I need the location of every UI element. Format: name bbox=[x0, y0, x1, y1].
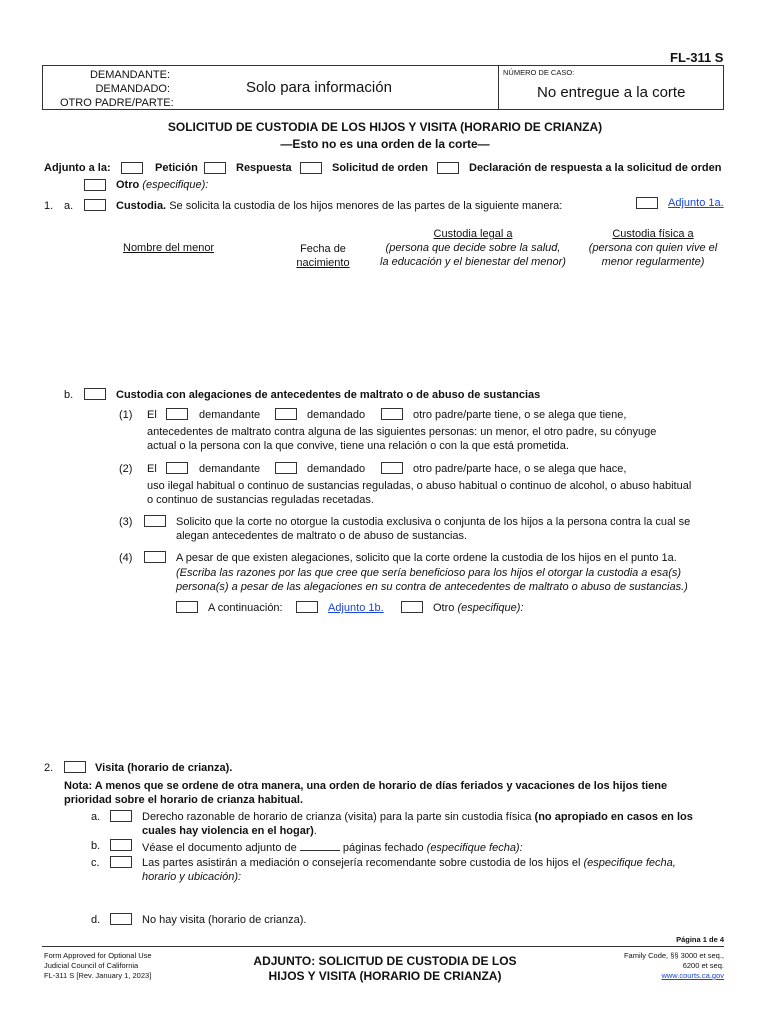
defendant-label: DEMANDADO: bbox=[95, 83, 170, 95]
party-labels bbox=[60, 68, 174, 110]
item-1b3-line1: Solicito que la corte no otorgue la custodia exclusiva o conjunta de los hijos a la persona contra la cual se bbox=[176, 516, 691, 528]
item-2b-letter: b. bbox=[91, 840, 101, 852]
checkbox-1b4-other[interactable] bbox=[401, 601, 423, 613]
footer-title-1: ADJUNTO: SOLICITUD DE CUSTODIA DE LOS bbox=[253, 954, 517, 968]
item-1b-letter: b. bbox=[64, 389, 74, 401]
checkbox-1b1-otro[interactable] bbox=[381, 408, 403, 420]
legal-custody-title: Custodia legal a bbox=[433, 228, 513, 240]
item-2c-line1 bbox=[142, 857, 676, 869]
checkbox-1b1-demandante[interactable] bbox=[166, 408, 188, 420]
page-number: Página 1 de 4 bbox=[676, 935, 724, 944]
item-1b2-demandante: demandante bbox=[199, 463, 261, 475]
form-subtitle: —Esto no es una orden de la corte— bbox=[280, 137, 490, 151]
checkbox-2c[interactable] bbox=[110, 856, 132, 868]
item-2a-bold1: (no apropiado en casos en los bbox=[534, 811, 693, 823]
item-2c-text: Las partes asistirán a mediación o consejería recomendante sobre custodia de los hijos el bbox=[142, 857, 581, 869]
item-1-number: 1. bbox=[44, 200, 54, 212]
checkbox-custodia[interactable] bbox=[84, 199, 106, 211]
item-1b1-number: (1) bbox=[119, 409, 133, 421]
note-line2: prioridad sobre el horario de crianza habitual. bbox=[64, 794, 303, 806]
item-1b-title: Custodia con alegaciones de antecedentes de maltrato o de abuso de sustancias bbox=[116, 389, 541, 401]
item-1b2-number: (2) bbox=[119, 463, 133, 475]
option-solicitud: Solicitud de orden bbox=[332, 162, 428, 174]
info-only-text: Solo para información bbox=[246, 79, 392, 96]
option-respuesta: Respuesta bbox=[236, 162, 292, 174]
checkbox-2a[interactable] bbox=[110, 810, 132, 822]
footer-title-2: HIJOS Y VISITA (HORARIO DE CRIANZA) bbox=[268, 969, 502, 983]
item-2c-line2: horario y ubicación): bbox=[142, 871, 242, 883]
item-1b1-line2: antecedentes de maltrato contra alguna de las siguientes personas: un menor, el otro padre, su cónyuge bbox=[147, 426, 657, 438]
item-2-number: 2. bbox=[44, 762, 54, 774]
option-peticion: Petición bbox=[155, 162, 198, 174]
item-2b-part1: Véase el documento adjunto de bbox=[142, 842, 297, 854]
item-2d-text: No hay visita (horario de crianza). bbox=[142, 914, 307, 926]
item-2d-letter: d. bbox=[91, 914, 101, 926]
checkbox-1b4[interactable] bbox=[144, 551, 166, 563]
case-number-label: NÚMERO DE CASO: bbox=[503, 68, 575, 77]
footer-divider bbox=[42, 946, 724, 947]
courts-link[interactable]: www.courts.ca.gov bbox=[661, 971, 724, 980]
legal-custody-desc1: (persona que decide sobre la salud, bbox=[385, 242, 561, 254]
note-line1: Nota: A menos que se ordene de otra manera, una orden de horario de días feriados y vacaciones de los hijos tiene bbox=[64, 780, 668, 792]
item-2b-italic: (especifique fecha): bbox=[426, 842, 523, 854]
item-1b1-otro: otro padre/parte tiene, o se alega que tiene, bbox=[413, 409, 627, 421]
checkbox-peticion[interactable] bbox=[121, 162, 143, 174]
checkbox-2b[interactable] bbox=[110, 839, 132, 851]
item-2a-line1 bbox=[142, 811, 693, 823]
footer-left-3: FL-311 S [Rev. January 1, 2023] bbox=[44, 971, 152, 980]
otro-label: Otro bbox=[116, 179, 140, 191]
attached-to-label: Adjunto a la: bbox=[44, 162, 111, 174]
checkbox-1b3[interactable] bbox=[144, 515, 166, 527]
option-declaracion: Declaración de respuesta a la solicitud de orden bbox=[469, 162, 722, 174]
case-number-field[interactable]: No entregue a la corte bbox=[537, 84, 686, 101]
footer-right-2: 6200 et seq. bbox=[682, 961, 724, 970]
checkbox-respuesta[interactable] bbox=[204, 162, 226, 174]
item-2c-letter: c. bbox=[91, 857, 100, 869]
column-legal-custody bbox=[370, 227, 576, 269]
checkbox-1b[interactable] bbox=[84, 388, 106, 400]
item-1b2-el: El bbox=[147, 463, 157, 475]
item-2-title: Visita (horario de crianza). bbox=[95, 762, 233, 774]
birth-date-line2: nacimiento bbox=[296, 257, 350, 269]
checkbox-1b4-below[interactable] bbox=[176, 601, 198, 613]
otro-specify: (especifique): bbox=[142, 179, 209, 191]
item-1b4-line2: (Escriba las razones por las que cree que sería beneficioso para los hijos el otorgar la custodia a esa(s) bbox=[176, 567, 682, 579]
legal-custody-desc2: la educación y el bienestar del menor) bbox=[380, 256, 566, 268]
custodia-text bbox=[116, 200, 562, 212]
item-2c-italic1: (especifique fecha, bbox=[583, 857, 676, 869]
column-child-name: Nombre del menor bbox=[123, 242, 215, 254]
item-1b3-line2: alegan antecedentes de maltrato o de abuso de sustancias. bbox=[176, 530, 468, 542]
adjunto-1a-link[interactable]: Adjunto 1a. bbox=[668, 197, 724, 209]
checkbox-visita[interactable] bbox=[64, 761, 86, 773]
custodia-label: Custodia. bbox=[116, 200, 167, 212]
physical-custody-desc1: (persona con quien vive el bbox=[588, 242, 718, 254]
checkbox-otro[interactable] bbox=[84, 179, 106, 191]
item-1b1-demandante: demandante bbox=[199, 409, 261, 421]
item-1b2-demandado: demandado bbox=[307, 463, 366, 475]
checkbox-solicitud[interactable] bbox=[300, 162, 322, 174]
footer-right bbox=[560, 951, 724, 981]
item-1b4-number: (4) bbox=[119, 552, 133, 564]
item-1b1-el: El bbox=[147, 409, 157, 421]
item-2a-period: . bbox=[313, 825, 317, 837]
item-2a-line2 bbox=[142, 825, 317, 837]
checkbox-1b2-demandado[interactable] bbox=[275, 462, 297, 474]
item-1b4-line1: A pesar de que existen alegaciones, solicito que la corte ordene la custodia de los hijos en el punto 1a. bbox=[176, 552, 677, 564]
option-otro bbox=[116, 179, 208, 191]
checkbox-1b4-attach[interactable] bbox=[296, 601, 318, 613]
item-1b2-otro: otro padre/parte hace, o se alega que hace, bbox=[413, 463, 627, 475]
item-1b2-line3: o continuo de sustancias reguladas recetadas. bbox=[147, 494, 374, 506]
column-physical-custody bbox=[578, 227, 728, 269]
checkbox-1b2-otro[interactable] bbox=[381, 462, 403, 474]
footer-title bbox=[235, 954, 535, 984]
birth-date-line1: Fecha de bbox=[300, 243, 346, 255]
checkbox-declaracion[interactable] bbox=[437, 162, 459, 174]
item-1b1-demandado: demandado bbox=[307, 409, 366, 421]
footer-left-1: Form Approved for Optional Use bbox=[44, 951, 152, 960]
item-1b3-number: (3) bbox=[119, 516, 133, 528]
physical-custody-desc2: menor regularmente) bbox=[601, 256, 705, 268]
item-1b4-line3: persona(s) a pesar de las alegaciones en su contra de antecedentes de maltrato o abuso de sustancias.) bbox=[176, 581, 688, 593]
custodia-description: Se solicita la custodia de los hijos menores de las partes de la siguiente manera: bbox=[169, 200, 563, 212]
checkbox-1b1-demandado[interactable] bbox=[275, 408, 297, 420]
item-1b4-other-specify: (especifique): bbox=[457, 602, 524, 614]
other-party-label: OTRO PADRE/PARTE: bbox=[60, 97, 174, 109]
item-2a-letter: a. bbox=[91, 811, 101, 823]
form-title: SOLICITUD DE CUSTODIA DE LOS HIJOS Y VISITA (HORARIO DE CRIANZA) bbox=[167, 120, 603, 134]
plaintiff-label: DEMANDANTE: bbox=[89, 69, 170, 81]
item-1b1-line3: actual o la persona con la que convive, tiene una relación o con la que está prometida. bbox=[147, 440, 569, 452]
checkbox-adjunto-1a[interactable] bbox=[636, 197, 658, 209]
form-id: FL-311 S bbox=[670, 50, 724, 65]
checkbox-1b2-demandante[interactable] bbox=[166, 462, 188, 474]
footer-left-2: Judicial Council of California bbox=[44, 961, 139, 970]
item-2b-part2: páginas fechado bbox=[342, 842, 424, 854]
item-1b4-other-label: Otro bbox=[433, 602, 455, 614]
physical-custody-title: Custodia física a bbox=[612, 228, 694, 240]
item-1b4-other bbox=[433, 602, 524, 614]
adjunto-1b-link[interactable]: Adjunto 1b. bbox=[328, 602, 384, 614]
item-2a-plain: Derecho razonable de horario de crianza (visita) para la parte sin custodia física bbox=[142, 811, 532, 823]
item-2b-text bbox=[142, 840, 523, 854]
column-birth-date bbox=[285, 242, 361, 270]
pages-field[interactable] bbox=[300, 840, 340, 851]
item-1b2-line2: uso ilegal habitual o continuo de sustancias reguladas, o abuso habitual o continuo de alcohol, o abuso habitual bbox=[147, 480, 692, 492]
footer-right-1: Family Code, §§ 3000 et seq., bbox=[623, 951, 724, 960]
item-2a-bold2: cuales hay violencia en el hogar) bbox=[142, 825, 314, 837]
footer-left bbox=[44, 951, 152, 981]
item-1b4-below: A continuación: bbox=[208, 602, 283, 614]
item-1a-letter: a. bbox=[64, 200, 74, 212]
checkbox-2d[interactable] bbox=[110, 913, 132, 925]
